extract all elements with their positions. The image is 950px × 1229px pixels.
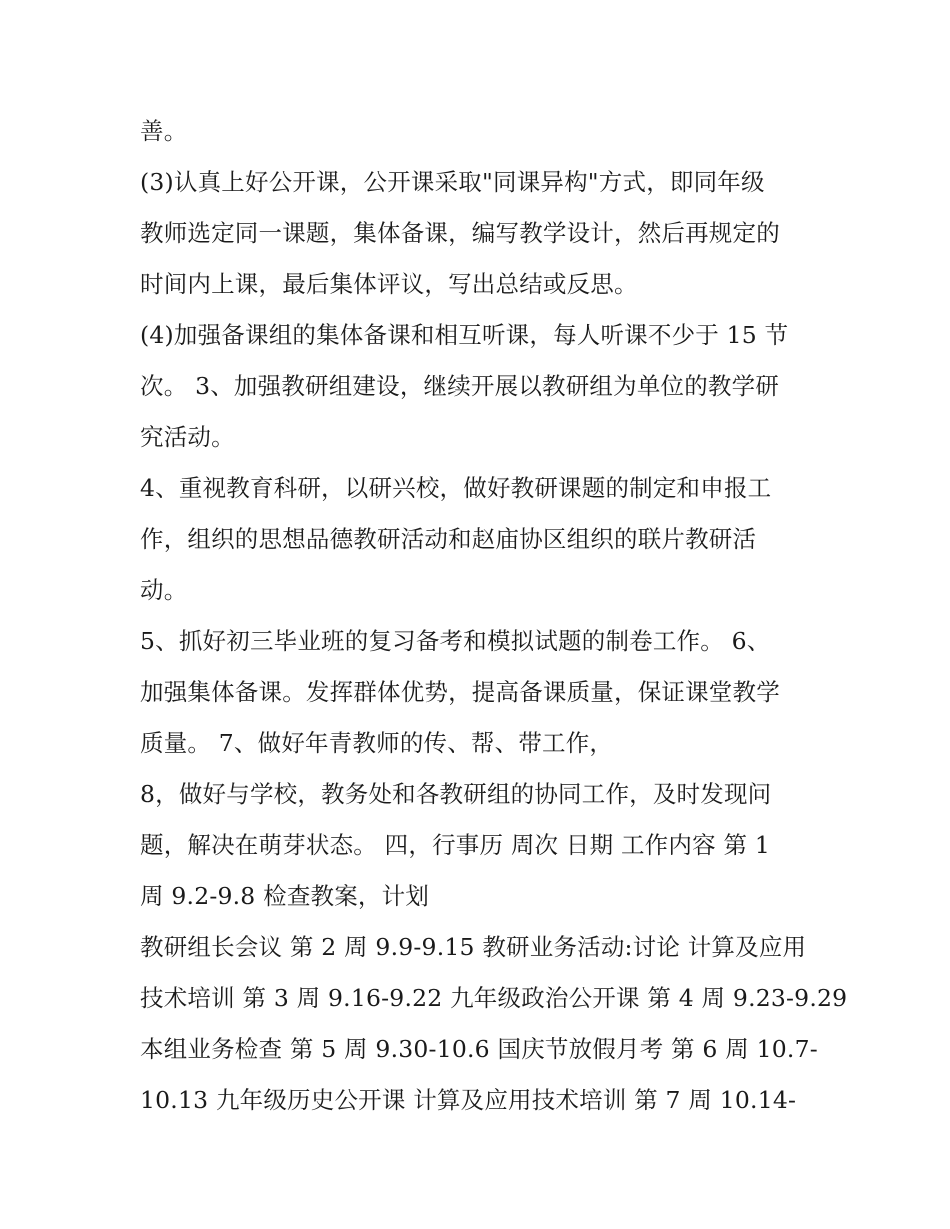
text-line: 作，组织的思想品德教研活动和赵庙协区组织的联片教研活 [140, 525, 757, 553]
text-line: 质量。 7、做好年青教师的传、帮、带工作， [140, 729, 614, 757]
text-line: 5、抓好初三毕业班的复习备考和模拟试题的制卷工作。 6、 [140, 627, 771, 655]
text-line: 教研组长会议 第 2 周 9.9-9.15 教研业务活动:讨论 计算及应用 [140, 933, 807, 961]
text-line: (3)认真上好公开课，公开课采取"同课异构"方式，即同年级 [140, 168, 765, 196]
text-line: 加强集体备课。发挥群体优势，提高备课质量，保证课堂教学 [140, 678, 780, 706]
text-line: 教师选定同一课题，集体备课，编写教学设计，然后再规定的 [140, 219, 780, 247]
text-line: 动。 [140, 576, 188, 604]
text-line: 技术培训 第 3 周 9.16-9.22 九年级政治公开课 第 4 周 9.23-9.29 [140, 984, 848, 1012]
text-line: 善。 [140, 117, 188, 145]
text-line: 4、重视教育科研，以研兴校，做好教研课题的制定和申报工 [140, 474, 772, 502]
text-line: 10.13 九年级历史公开课 计算及应用技术培训 第 7 周 10.14- [140, 1086, 797, 1114]
document-body [140, 106, 848, 1126]
text-line: 本组业务检查 第 5 周 9.30-10.6 国庆节放假月考 第 6 周 10.7- [140, 1035, 818, 1063]
text-line: 究活动。 [140, 423, 235, 451]
text-line: 题，解决在萌芽状态。 四，行事历 周次 日期 工作内容 第 1 [140, 831, 770, 859]
text-line: 周 9.2-9.8 检查教案，计划 [140, 882, 430, 910]
text-line: (4)加强备课组的集体备课和相互听课，每人听课不少于 15 节 [140, 321, 789, 349]
text-line: 次。 3、加强教研组建设，继续开展以教研组为单位的教学研 [140, 372, 780, 400]
text-line: 8，做好与学校，教务处和各教研组的协同工作，及时发现问 [140, 780, 772, 808]
text-line: 时间内上课，最后集体评议，写出总结或反思。 [140, 270, 638, 298]
